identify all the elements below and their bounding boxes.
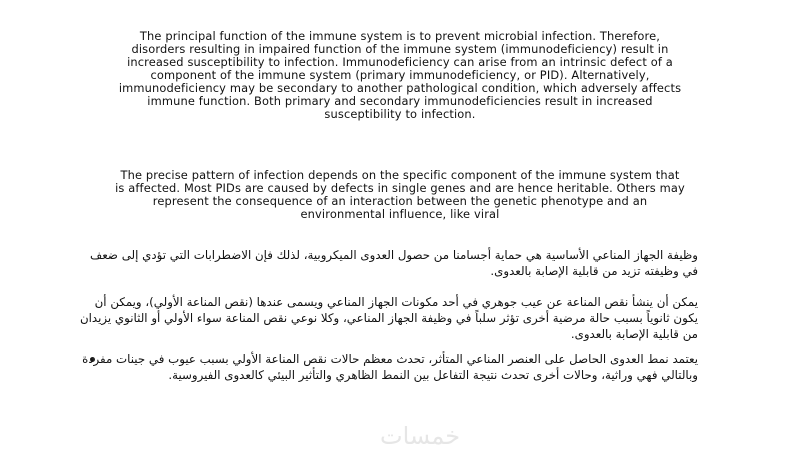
watermark-logo: خمسات — [380, 422, 461, 450]
english-paragraph-2: The precise pattern of infection depends on the specific component of the immune system that is affected. Most PIDs are caused by defects in single genes and are hence heritable. Others may represent the consequence of an interaction between the genetic phenotype and an environmental influence, like viral — [115, 168, 685, 221]
arabic-paragraph-3: يعتمد نمط العدوى الحاصل على العنصر المناعي المتأثر، تحدث معظم حالات نقص المناعة الأولي بسبب عيوب في جينات مفردة وبالتالي فهي وراثية، وحالات أخرى تحدث نتيجة التفاعل بين النمط الظاهري والتأثير البيئي كالعدوى الفيروسية. — [82, 352, 698, 382]
arabic-paragraph-2: يمكن أن ينشأ نقص المناعة عن عيب جوهري في أحد مكونات الجهاز المناعي ويسمى عندها (نقص المناعة الأولي)، ويمكن أن يكون ثانوياً بسبب حالة مرضية أخرى تؤثر سلباً في وظيفة الجهاز المناعي، وكلا نوعي نقص المناعة سواء الأولي أو الثانوي يزيدان من قابلية الإصابة بالعدوى. — [79, 295, 698, 341]
english-paragraph-1: The principal function of the immune system is to prevent microbial infection. Therefore, disorders resulting in impaired function of the immune system (immunodeficiency) result in increased susceptibility to infection. Immunodeficiency can arise from an intrinsic defect of a component of the immune system (primary immunodeficiency, or PID). Alternatively, immunodeficiency may be secondary to another pathological condition, which adversely affects immune function. Both primary and secondary immunodeficiencies result in increased susceptibility to infection. — [118, 29, 682, 121]
arabic-paragraph-1: وظيفة الجهاز المناعي الأساسية هي حماية أجسامنا من حصول العدوى الميكروبية، لذلك فإن الاضطرابات التي تؤدي إلى ضعف في وظيفته تزيد من قابلية الإصابة بالعدوى. — [90, 248, 698, 278]
